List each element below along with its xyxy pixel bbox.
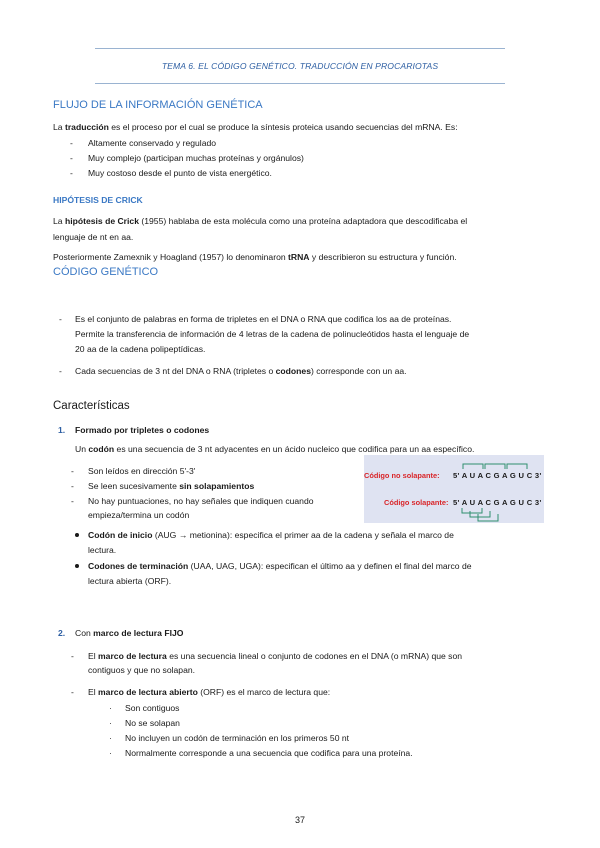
paragraph-crick: La hipótesis de Crick (1955) hablaba de esta molécula como una proteína adaptadora que descodificaba el [53,216,468,226]
list-dot: · [109,748,112,758]
heading-crick: HIPÓTESIS DE CRICK [53,195,143,205]
codigo-bullet-2: Cada secuencias de 3 nt del DNA o RNA (tripletes o codones) corresponde con un aa. [75,366,407,376]
figure-label-overlapping: Código solapante: [384,498,449,507]
list-dot: · [109,703,112,713]
codon-terminacion-line2: lectura abierta (ORF). [88,576,172,586]
list-dash: - [71,651,74,661]
item-number-1: 1. [58,425,66,435]
codon-bracket-bottom [462,508,482,513]
list-dash: - [70,168,73,178]
codon-terminacion-text: Codones de terminación (UAA, UAG, UGA): especifican el último aa y definen el final del marco de [88,561,472,571]
list-dash: - [70,153,73,163]
paragraph-trna: Posteriormente Zamexnik y Hoagland (1957) lo denominaron tRNA y describieron su estructura y función. [53,252,457,262]
orf-item: Normalmente corresponde a una secuencia que codifica para una proteína. [125,748,413,758]
figure-sequence-2: 5' A U A C G A G U C 3' [453,498,542,507]
list-item: Muy complejo (participan muchas proteínas y orgánulos) [88,153,304,163]
list-dash: - [70,138,73,148]
paragraph-codon: Un codón es una secuencia de 3 nt adyacentes en un ácido nucleico que codifica para un aa específico. [75,444,475,454]
item-title-1: Formado por tripletes o codones [75,425,210,435]
bullet-dot [75,564,79,568]
list-dash: - [71,466,74,476]
header-rule-top [95,48,505,49]
page-number: 37 [294,815,305,825]
codon-bracket-top [507,464,527,469]
list-dash: - [71,687,74,697]
figure-label-non-overlapping: Código no solapante: [364,471,440,480]
orf-text: El marco de lectura abierto (ORF) es el marco de lectura que: [88,687,331,697]
codon-inicio-text: Codón de inicio (AUG → metionina): especifica el primer aa de la cadena y señala el marco de [88,530,454,540]
list-dash: - [71,496,74,506]
codon-brackets [364,455,544,523]
orf-item: No incluyen un codón de terminación en los primeros 50 nt [125,733,350,743]
orf-item: No se solapan [125,718,180,728]
list-dash: - [71,481,74,491]
figure-sequence-1: 5' A U A C G A G U C 3' [453,471,542,480]
sub-item: Se leen sucesivamente sin solapamientos [88,481,255,491]
codigo-bullet-1: Es el conjunto de palabras en forma de tripletes en el DNA o RNA que codifica los aa de proteínas. [75,314,452,324]
heading-caracteristicas: Características [53,400,130,412]
sub-item-line2: empieza/termina un codón [88,510,190,520]
heading-flujo: FLUJO DE LA INFORMACIÓN GENÉTICA [53,99,263,111]
list-dash: - [59,314,62,324]
sub-item: Son leídos en dirección 5'-3' [88,466,196,476]
marco-lectura-text: El marco de lectura es una secuencia lineal o conjunto de codones en el DNA (o mRNA) que son [88,651,463,661]
list-dot: · [109,718,112,728]
item-number-2: 2. [58,628,66,638]
codigo-bullet-1-line2: Permite la transferencia de información de 4 letras de la cadena de polinucleótidos hasta el lenguaje de [75,329,470,339]
sub-item: No hay puntuaciones, no hay señales que indiquen cuando [88,496,314,506]
header-rule-bottom [95,83,505,84]
list-dash: - [59,366,62,376]
page-header: TEMA 6. EL CÓDIGO GENÉTICO. TRADUCCIÓN EN PROCARIOTAS [161,61,439,71]
codigo-bullet-1-line3: 20 aa de la cadena polipeptídicas. [75,344,206,354]
codon-overlap-figure [364,455,544,523]
list-item: Muy costoso desde el punto de vista energético. [88,168,272,178]
codon-inicio-line2: lectura. [88,545,117,555]
list-dot: · [109,733,112,743]
list-item: Altamente conservado y regulado [88,138,217,148]
bullet-dot [75,533,79,537]
heading-codigo: CÓDIGO GENÉTICO [53,266,159,278]
codon-bracket-top [485,464,505,469]
paragraph-traduccion: La traducción es el proceso por el cual se produce la síntesis proteica usando secuencias del mRNA. Es: [53,122,458,132]
orf-item: Son contiguos [125,703,180,713]
marco-lectura-line2: contiguos y que no solapan. [88,665,196,675]
codon-bracket-top [463,464,483,469]
item-title-2: Con marco de lectura FIJO [75,628,184,638]
codon-bracket-bottom [470,511,490,517]
paragraph-crick-line2: lenguaje de nt en aa. [53,232,134,242]
